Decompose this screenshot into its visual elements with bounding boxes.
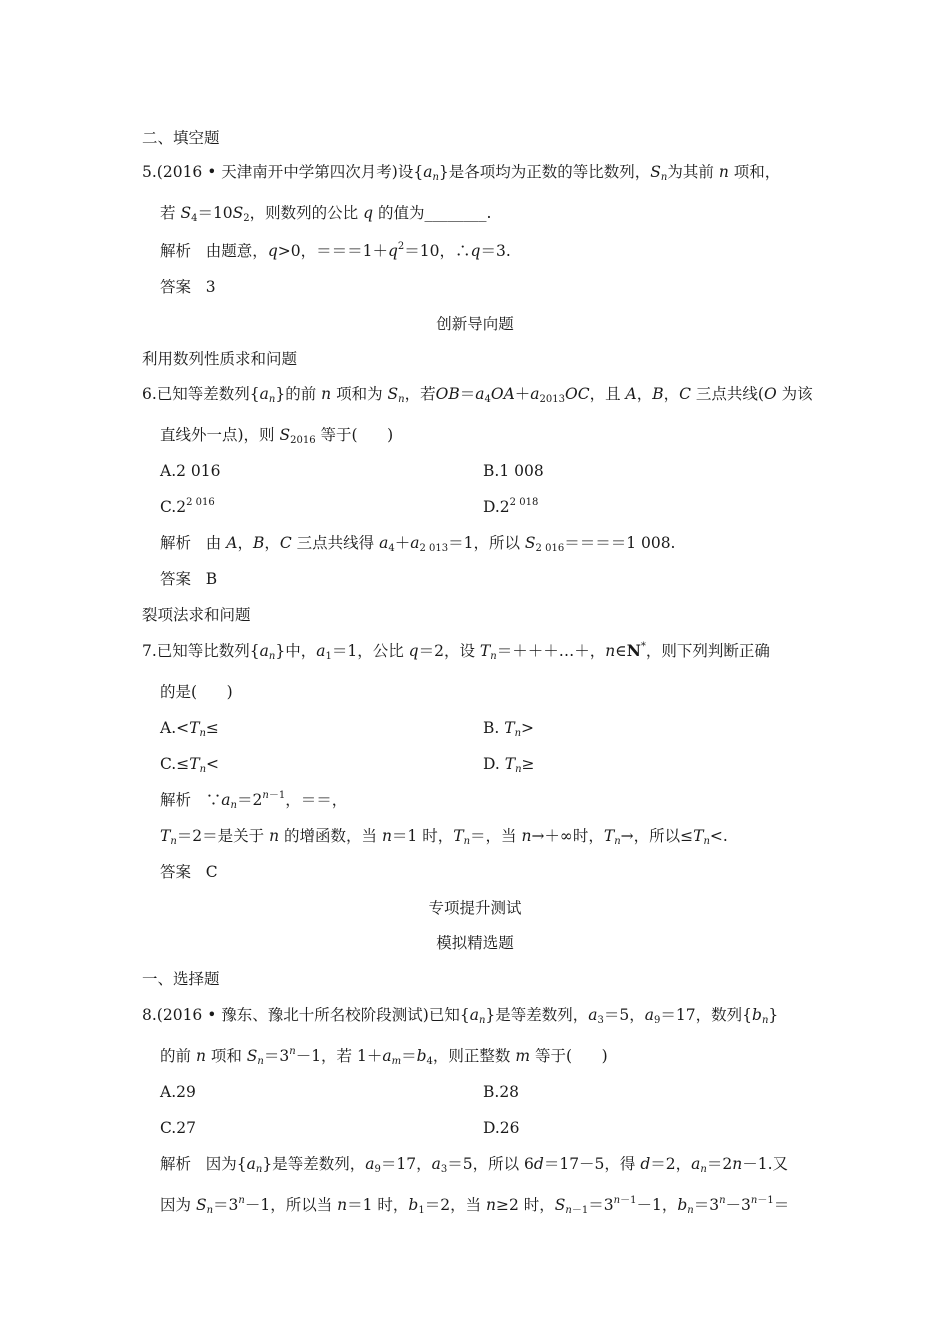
answer-label: 答案 xyxy=(160,570,192,588)
question-8-option-a: A.29 xyxy=(160,1083,196,1101)
question-5-line-1: 5.(2016 • 天津南开中学第四次月考)设$\{a_n\}$是各项均为正数的等比数列，$S_n$为其前 n 项和， xyxy=(142,163,781,183)
question-8-solution-line-2: 因为 $S_n=3^n-1$，所以当 n＝1 时，$b_1=2$，当 n≥2 时，$S_{n-1}=3^{n-1}-1$，$b_n=3^n-3^{n-1}=$ xyxy=(160,1195,790,1216)
question-5-answer xyxy=(160,276,216,298)
option-c-base: C.2 xyxy=(160,498,187,516)
question-5-solution: 解析 由题意，q>0，$===1+q^2=10$，∴q＝3. xyxy=(160,241,511,260)
answer-value: C xyxy=(205,863,218,881)
question-7-line-2: 的是( ) xyxy=(160,683,233,701)
answer-label: 答案 xyxy=(160,863,192,881)
section-heading-fill-blank: 二、填空题 xyxy=(142,129,220,147)
question-7-line-1: 7.已知等比数列$\{a_n\}$中，$a_1=1$，公比 q＝2，设 $T_n=+++\dots+$，n∈N*，则下列判断正确 xyxy=(142,641,770,662)
question-5-line-2: 若 $S_4=10S_2$，则数列的公比 q 的值为________. xyxy=(160,204,492,224)
question-number: 7. xyxy=(142,642,157,660)
topic-heading-split-sum: 裂项法求和问题 xyxy=(142,606,251,624)
answer-label: 答案 xyxy=(160,278,192,296)
question-6-line-2: 直线外一点)，则 $S_{2016}$ 等于( ) xyxy=(160,426,394,446)
question-number: 6. xyxy=(142,385,157,403)
question-6-line-1: 6.已知等差数列$\{a_n\}$的前 n 项和为 $S_n$，若$OB=a_4OA+a_{2013}OC$，且 A，B，C 三点共线(O 为该 xyxy=(142,385,813,405)
question-6-option-d xyxy=(483,496,538,518)
answer-value: 3 xyxy=(205,278,216,296)
question-number: 8. xyxy=(142,1006,157,1024)
solution-label: 解析 xyxy=(160,242,192,260)
question-8-line-1: 8.(2016 • 豫东、豫北十所名校阶段测试)已知$\{a_n\}$是等差数列，$a_3=5$，$a_9=17$，数列$\{b_n\}$ xyxy=(142,1006,779,1026)
section-heading-simulation: 模拟精选题 xyxy=(436,934,514,952)
question-6-answer xyxy=(160,568,217,590)
section-heading-innovation: 创新导向题 xyxy=(436,315,514,333)
question-6-solution: 解析 由 A，B，C 三点共线得 $a_4+a_{2 013}=1$，所以 $S_{2 016}====1$ 008. xyxy=(160,534,676,554)
question-7-option-d: D. $T_n\ge$ xyxy=(483,755,535,775)
option-d-exponent: 2 018 xyxy=(509,497,539,508)
solution-label: 解析 xyxy=(160,1155,192,1173)
question-source: (2016 • 天津南开中学第四次月考) xyxy=(156,163,398,181)
question-8-option-d: D.26 xyxy=(483,1119,520,1137)
question-7-option-a: $A.<T_n\le$ xyxy=(160,719,219,739)
answer-value: B xyxy=(205,570,218,588)
question-6-option-b: B.1 008 xyxy=(483,462,544,480)
section-heading-special-test: 专项提升测试 xyxy=(428,899,522,917)
topic-heading-property-sum: 利用数列性质求和问题 xyxy=(142,350,298,368)
question-8-solution-line-1: 解析 因为$\{a_n\}$是等差数列，$a_9=17$，$a_3=5$，所以 6d＝17－5，得 d＝2，$a_n=2n-1$.又 xyxy=(160,1155,789,1175)
question-8-option-b: B.28 xyxy=(483,1083,520,1101)
question-8-line-2: 的前 n 项和 $S_n=3^n-1$，若 $1+a_m=b_4$，则正整数 m 等于( ) xyxy=(160,1046,608,1067)
question-source: (2016 • 豫东、豫北十所名校阶段测试) xyxy=(156,1006,429,1024)
question-7-option-c: $C.\le T_n<$ xyxy=(160,755,220,775)
solution-label: 解析 xyxy=(160,534,192,552)
question-8-option-c: C.27 xyxy=(160,1119,196,1137)
question-number: 5. xyxy=(142,163,157,181)
question-7-answer xyxy=(160,861,218,883)
question-7-option-b: B. $T_n>$ xyxy=(483,719,535,739)
question-6-option-a: A.2 016 xyxy=(160,462,221,480)
solution-label: 解析 xyxy=(160,791,192,809)
option-d-base: D.2 xyxy=(483,498,510,516)
option-c-exponent: 2 016 xyxy=(186,497,215,508)
question-7-solution-line-2: $T_n=2=$是关于 n 的增函数，当 n＝1 时，$T_n=$，当 n→＋∞时，$T_n\to$，所以$\le T_n<$. xyxy=(160,827,728,847)
question-6-option-c xyxy=(160,496,215,518)
question-7-solution-line-1: 解析 $\because a_n=2^{n-1}$，＝＝， xyxy=(160,790,348,811)
section-heading-choice: 一、选择题 xyxy=(142,970,220,988)
